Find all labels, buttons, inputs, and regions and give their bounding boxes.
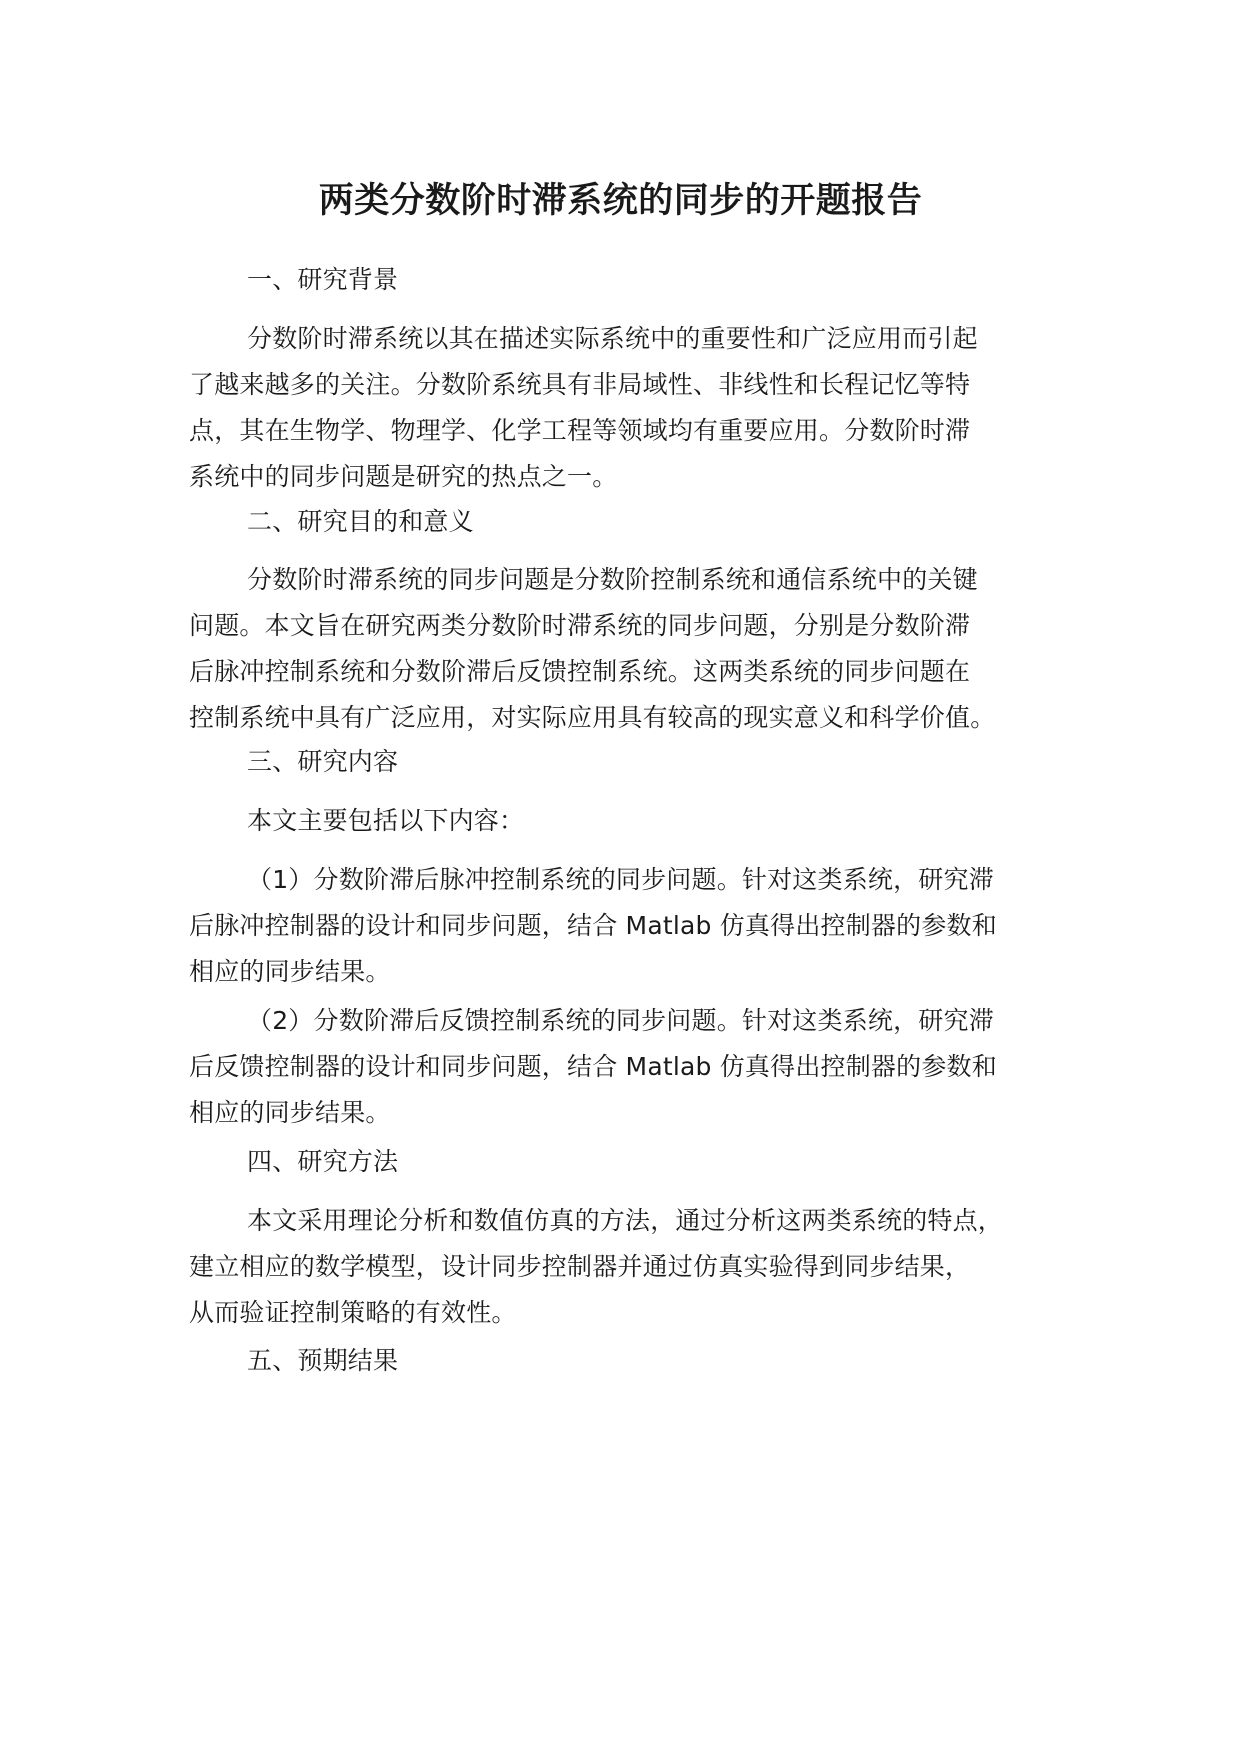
paragraph-purpose — [189, 557, 1089, 741]
paragraph-line: 本文采用理论分析和数值仿真的方法，通过分析这两类系统的特点， — [247, 1206, 1004, 1235]
paragraph-line: 相应的同步结果。 — [189, 1098, 391, 1127]
paragraph-background — [189, 316, 1089, 500]
paragraph-line: 分数阶时滞系统的同步问题是分数阶控制系统和通信系统中的关键 — [247, 565, 978, 594]
section-heading-method: 四、研究方法 — [247, 1147, 399, 1176]
paragraph-line: 建立相应的数学模型，设计同步控制器并通过仿真实验得到同步结果， — [189, 1252, 971, 1281]
paragraph-line: 问题。本文旨在研究两类分数阶时滞系统的同步问题，分别是分数阶滞 — [189, 611, 971, 640]
section-heading-expected-results: 五、预期结果 — [247, 1346, 399, 1375]
paragraph-line: 后脉冲控制系统和分数阶滞后反馈控制系统。这两类系统的同步问题在 — [189, 657, 971, 686]
page-title: 两类分数阶时滞系统的同步的开题报告 — [318, 181, 923, 221]
paragraph-line: 控制系统中具有广泛应用，对实际应用具有较高的现实意义和科学价值。 — [189, 703, 996, 732]
paragraph-line: 相应的同步结果。 — [189, 957, 391, 986]
paragraph-line: 后反馈控制器的设计和同步问题，结合 Matlab 仿真得出控制器的参数和 — [189, 1052, 997, 1081]
section-heading-background: 一、研究背景 — [247, 265, 399, 294]
paragraph-line: 后脉冲控制器的设计和同步问题，结合 Matlab 仿真得出控制器的参数和 — [189, 911, 997, 940]
paragraph-line: （2）分数阶滞后反馈控制系统的同步问题。针对这类系统，研究滞 — [247, 1006, 994, 1035]
section-heading-content: 三、研究内容 — [247, 747, 399, 776]
paragraph-line: 系统中的同步问题是研究的热点之一。 — [189, 462, 618, 491]
paragraph-line: 了越来越多的关注。分数阶系统具有非局域性、非线性和长程记忆等特 — [189, 370, 971, 399]
paragraph-line: 从而验证控制策略的有效性。 — [189, 1298, 517, 1327]
content-item-1 — [189, 857, 1089, 995]
content-item-2 — [189, 998, 1089, 1136]
content-intro: 本文主要包括以下内容： — [247, 806, 525, 835]
paragraph-line: （1）分数阶滞后脉冲控制系统的同步问题。针对这类系统，研究滞 — [247, 865, 994, 894]
section-heading-purpose: 二、研究目的和意义 — [247, 507, 474, 536]
paragraph-line: 分数阶时滞系统以其在描述实际系统中的重要性和广泛应用而引起 — [247, 324, 978, 353]
paragraph-line: 点，其在生物学、物理学、化学工程等领域均有重要应用。分数阶时滞 — [189, 416, 971, 445]
paragraph-method — [189, 1198, 1089, 1336]
